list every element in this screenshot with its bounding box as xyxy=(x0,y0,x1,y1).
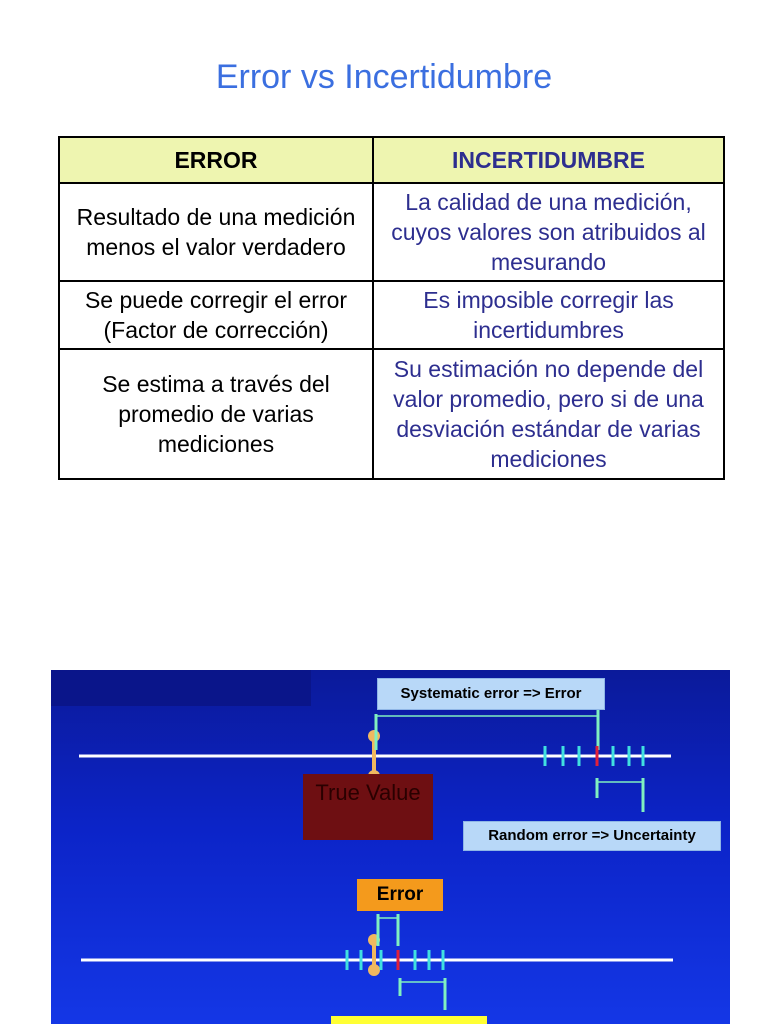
header-incertidumbre: INCERTIDUMBRE xyxy=(373,137,724,183)
page-title: Error vs Incertidumbre xyxy=(215,58,553,96)
header-error: ERROR xyxy=(59,137,373,183)
table-header-row xyxy=(59,137,724,183)
random-error-label: Random error => Uncertainty xyxy=(463,821,721,851)
table-cell-incertidumbre: Su estimación no depende del valor promedio, pero si de una desviación estándar de varias mediciones xyxy=(373,349,724,479)
lower-true-dot-bottom xyxy=(368,964,380,976)
table-cell-error: Se puede corregir el error (Factor de corrección) xyxy=(59,281,373,349)
table-row xyxy=(59,281,724,349)
table-cell-incertidumbre: Es imposible corregir las incertidumbres xyxy=(373,281,724,349)
error-label: Error xyxy=(357,879,443,911)
table-row xyxy=(59,183,724,281)
comparison-table xyxy=(58,136,725,480)
true-value-dot-top xyxy=(368,730,380,742)
systematic-error-label: Systematic error => Error xyxy=(377,678,605,710)
uncertainty-label-cutoff xyxy=(331,1016,487,1024)
table-cell-error: Resultado de una medición menos el valor verdadero xyxy=(59,183,373,281)
table-cell-incertidumbre: La calidad de una medición, cuyos valores son atribuidos al mesurando xyxy=(373,183,724,281)
table-cell-error: Se estima a través del promedio de varias mediciones xyxy=(59,349,373,479)
error-uncertainty-diagram xyxy=(51,670,730,1024)
table-row xyxy=(59,349,724,479)
true-value-label: True Value xyxy=(303,774,433,840)
